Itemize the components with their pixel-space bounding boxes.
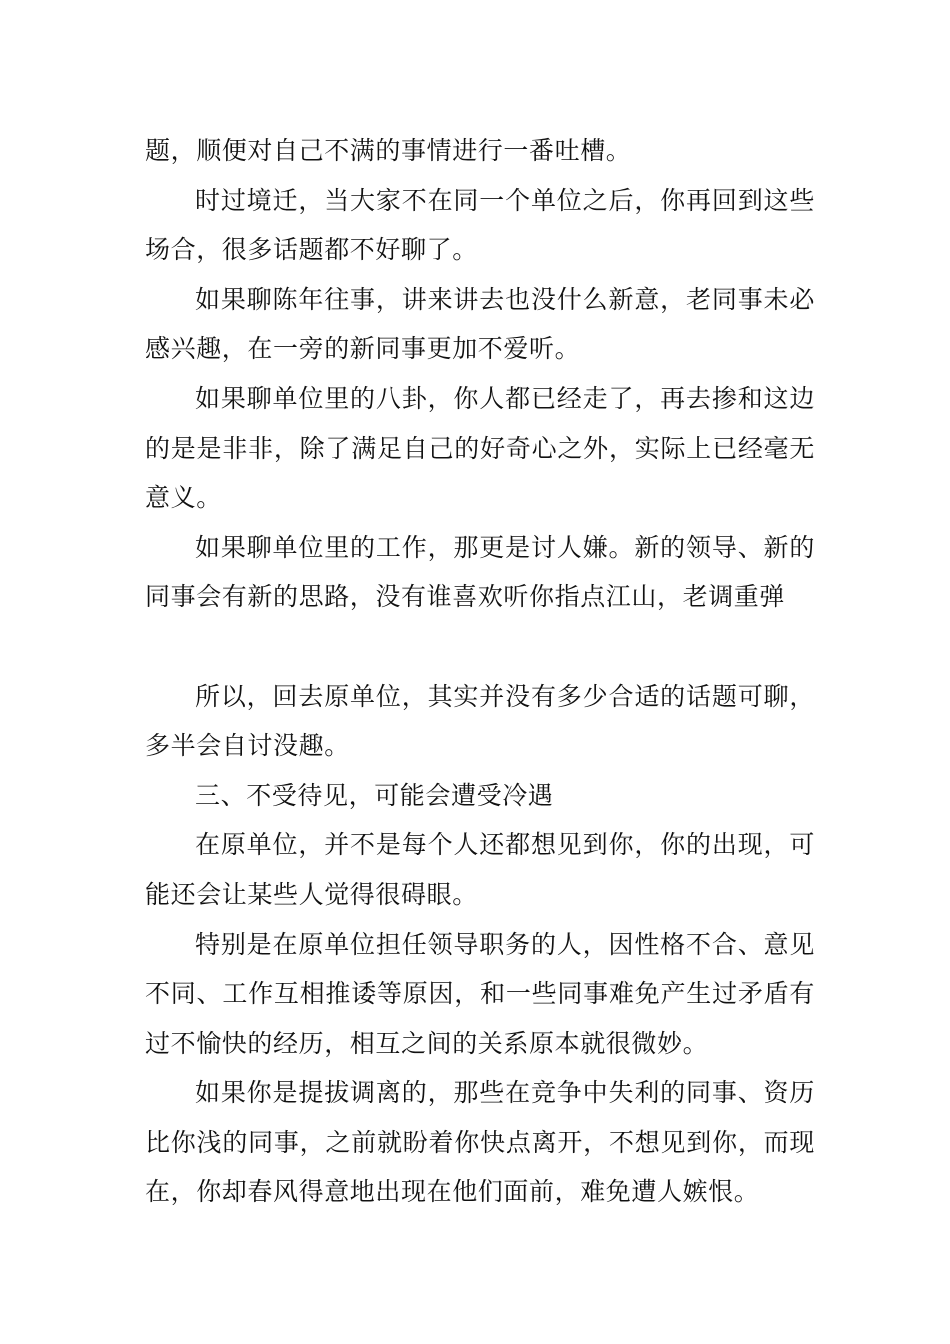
section-heading: 三、不受待见，可能会遭受冷遇 [195,780,554,810]
article-body [145,126,815,1217]
blank-line [145,622,815,672]
paragraph: 如果聊陈年往事，讲来讲去也没什么新意，老同事未必感兴趣，在一旁的新同事更加不爱听。 [145,284,815,364]
paragraph: 如果你是提拔调离的，那些在竞争中失利的同事、资历比你浅的同事，之前就盼着你快点离开，不想见到你，而现在，你却春风得意地出现在他们面前，难免遭人嫉恨。 [145,1078,815,1207]
paragraph: 在原单位，并不是每个人还都想见到你，你的出现，可能还会让某些人觉得很碍眼。 [145,830,815,909]
paragraph: 所以，回去原单位，其实并没有多少合适的话题可聊，多半会自讨没趣。 [145,681,815,761]
paragraph: 如果聊单位里的八卦，你人都已经走了，再去掺和这边的是是非非，除了满足自己的好奇心之外，实际上已经毫无意义。 [145,383,815,513]
paragraph: 如果聊单位里的工作，那更是讨人嫌。新的领导、新的同事会有新的思路，没有谁喜欢听你指点江山，老调重弹 [145,532,815,612]
paragraph: 特别是在原单位担任领导职务的人，因性格不合、意见不同、工作互相推诿等原因，和一些同事难免产生过矛盾有过不愉快的经历，相互之间的关系原本就很微妙。 [145,929,815,1058]
paragraph-continuation: 题，顺便对自己不满的事情进行一番吐槽。 [145,136,632,165]
paragraph: 时过境迁，当大家不在同一个单位之后，你再回到这些场合，很多话题都不好聊了。 [145,185,815,265]
